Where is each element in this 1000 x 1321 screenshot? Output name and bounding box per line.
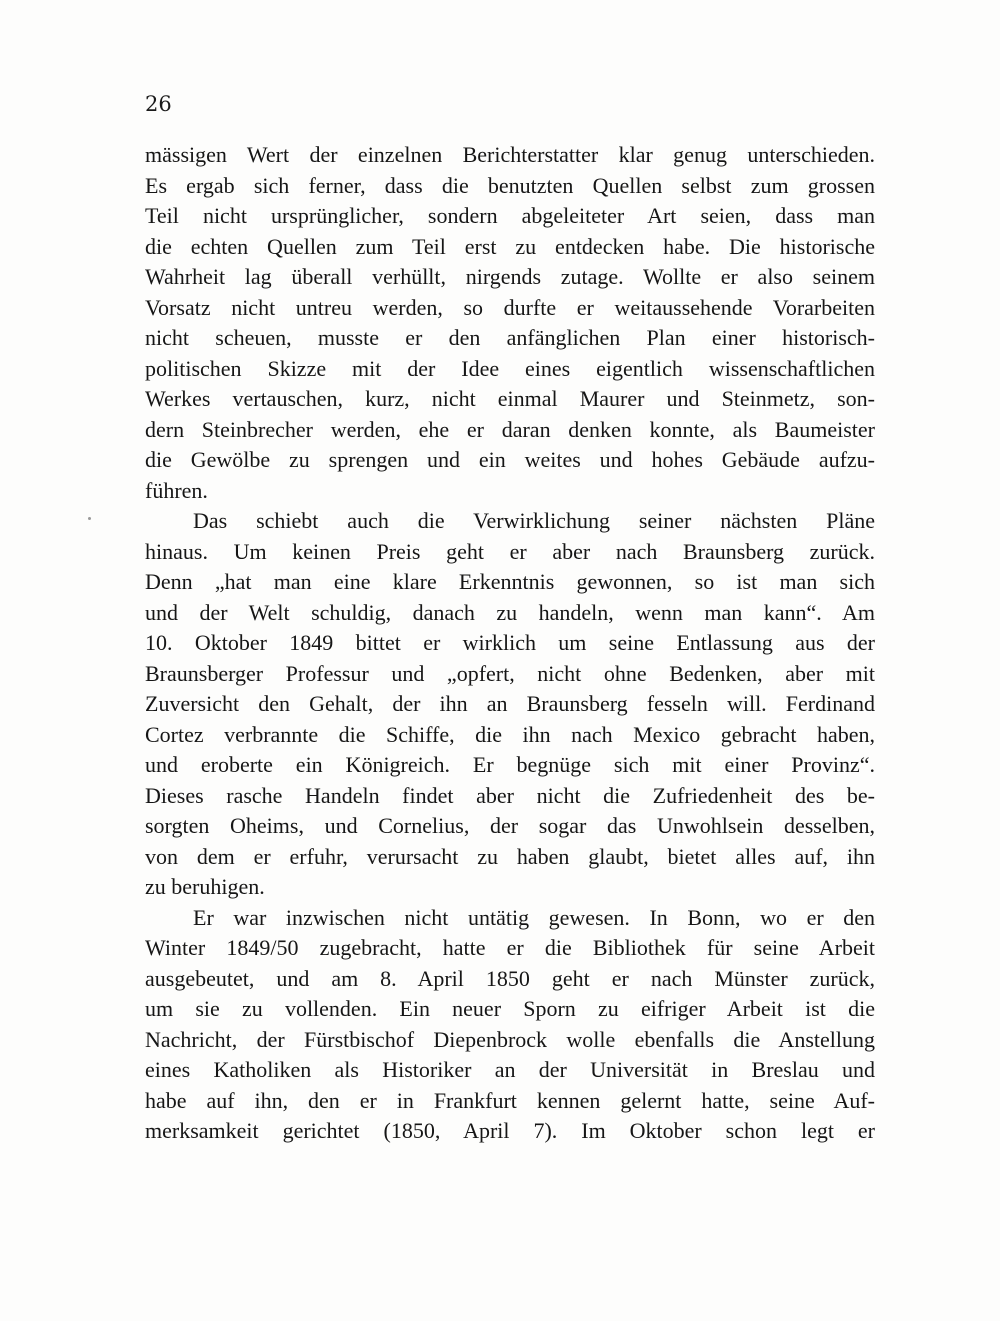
page-number: 26 (145, 92, 172, 116)
text-line: 10. Oktober 1849 bittet er wirklich um seine Entlassung aus der (145, 630, 875, 655)
text-line: um sie zu vollenden. Ein neuer Sporn zu eifriger Arbeit ist die (145, 996, 875, 1021)
text-line: hinaus. Um keinen Preis geht er aber nach Braunsberg zurück. (145, 538, 875, 564)
text-line: Werkes vertauschen, kurz, nicht einmal Maurer und Steinmetz, son- (145, 386, 875, 411)
text-line: eines Katholiken als Historiker an der Universität in Breslau und (145, 1057, 875, 1082)
text-line: die echten Quellen zum Teil erst zu entdecken habe. Die historische (145, 233, 875, 259)
text-line: Teil nicht ursprünglicher, sondern abgeleiteter Art seien, dass man (145, 203, 875, 228)
text-line: nicht scheuen, musste er den anfänglichen Plan einer historisch- (145, 325, 875, 350)
paragraph-start-line: Das schiebt auch die Verwirklichung seiner nächsten Pläne (193, 508, 875, 533)
text-line: Vorsatz nicht untreu werden, so durfte er weitaussehende Vorarbeiten (145, 294, 875, 320)
scan-speck (88, 517, 91, 520)
text-line: führen. (145, 477, 208, 503)
text-line: Winter 1849/50 zugebracht, hatte er die Bibliothek für seine Arbeit (145, 935, 875, 960)
text-line: Nachricht, der Fürstbischof Diepenbrock wolle ebenfalls die Anstellung (145, 1026, 875, 1052)
body-text (145, 140, 875, 1147)
text-line: sorgten Oheims, und Cornelius, der sogar das Unwohlsein desselben, (145, 813, 875, 838)
text-line: Denn „hat man eine klare Erkenntnis gewonnen, so ist man sich (145, 569, 875, 594)
text-line: merksamkeit gerichtet (1850, April 7). Im Oktober schon legt er (145, 1118, 875, 1143)
text-line: und eroberte ein Königreich. Er begnüge sich mit einer Provinz“. (145, 752, 875, 777)
text-line: ausgebeutet, und am 8. April 1850 geht er nach Münster zurück, (145, 965, 875, 991)
text-line: die Gewölbe zu sprengen und ein weites und hohes Gebäude aufzu- (145, 447, 875, 472)
text-line: Wahrheit lag überall verhüllt, nirgends zutage. Wollte er also seinem (145, 264, 875, 289)
text-line: dern Steinbrecher werden, ehe er daran denken konnte, als Baumeister (145, 416, 875, 442)
text-line: Dieses rasche Handeln findet aber nicht die Zufriedenheit des be- (145, 782, 875, 808)
text-line: Braunsberger Professur und „opfert, nicht ohne Bedenken, aber mit (145, 660, 875, 686)
text-line: Cortez verbrannte die Schiffe, die ihn nach Mexico gebracht haben, (145, 721, 875, 747)
paragraph-start-line: Er war inzwischen nicht untätig gewesen. In Bonn, wo er den (193, 904, 875, 930)
text-line: von dem er erfuhr, verursacht zu haben glaubt, bietet alles auf, ihn (145, 843, 875, 869)
text-line: und der Welt schuldig, danach zu handeln, wenn man kann“. Am (145, 599, 875, 625)
text-line: politischen Skizze mit der Idee eines eigentlich wissenschaftlichen (145, 355, 875, 381)
text-line: Zuversicht den Gehalt, der ihn an Braunsberg fesseln will. Ferdinand (145, 691, 875, 716)
text-line: Es ergab sich ferner, dass die benutzten Quellen selbst zum grossen (145, 172, 875, 198)
text-line: zu beruhigen. (145, 874, 265, 899)
text-line: habe auf ihn, den er in Frankfurt kennen gelernt hatte, seine Auf- (145, 1087, 875, 1113)
text-line: mässigen Wert der einzelnen Berichterstatter klar genug unterschieden. (145, 142, 875, 167)
